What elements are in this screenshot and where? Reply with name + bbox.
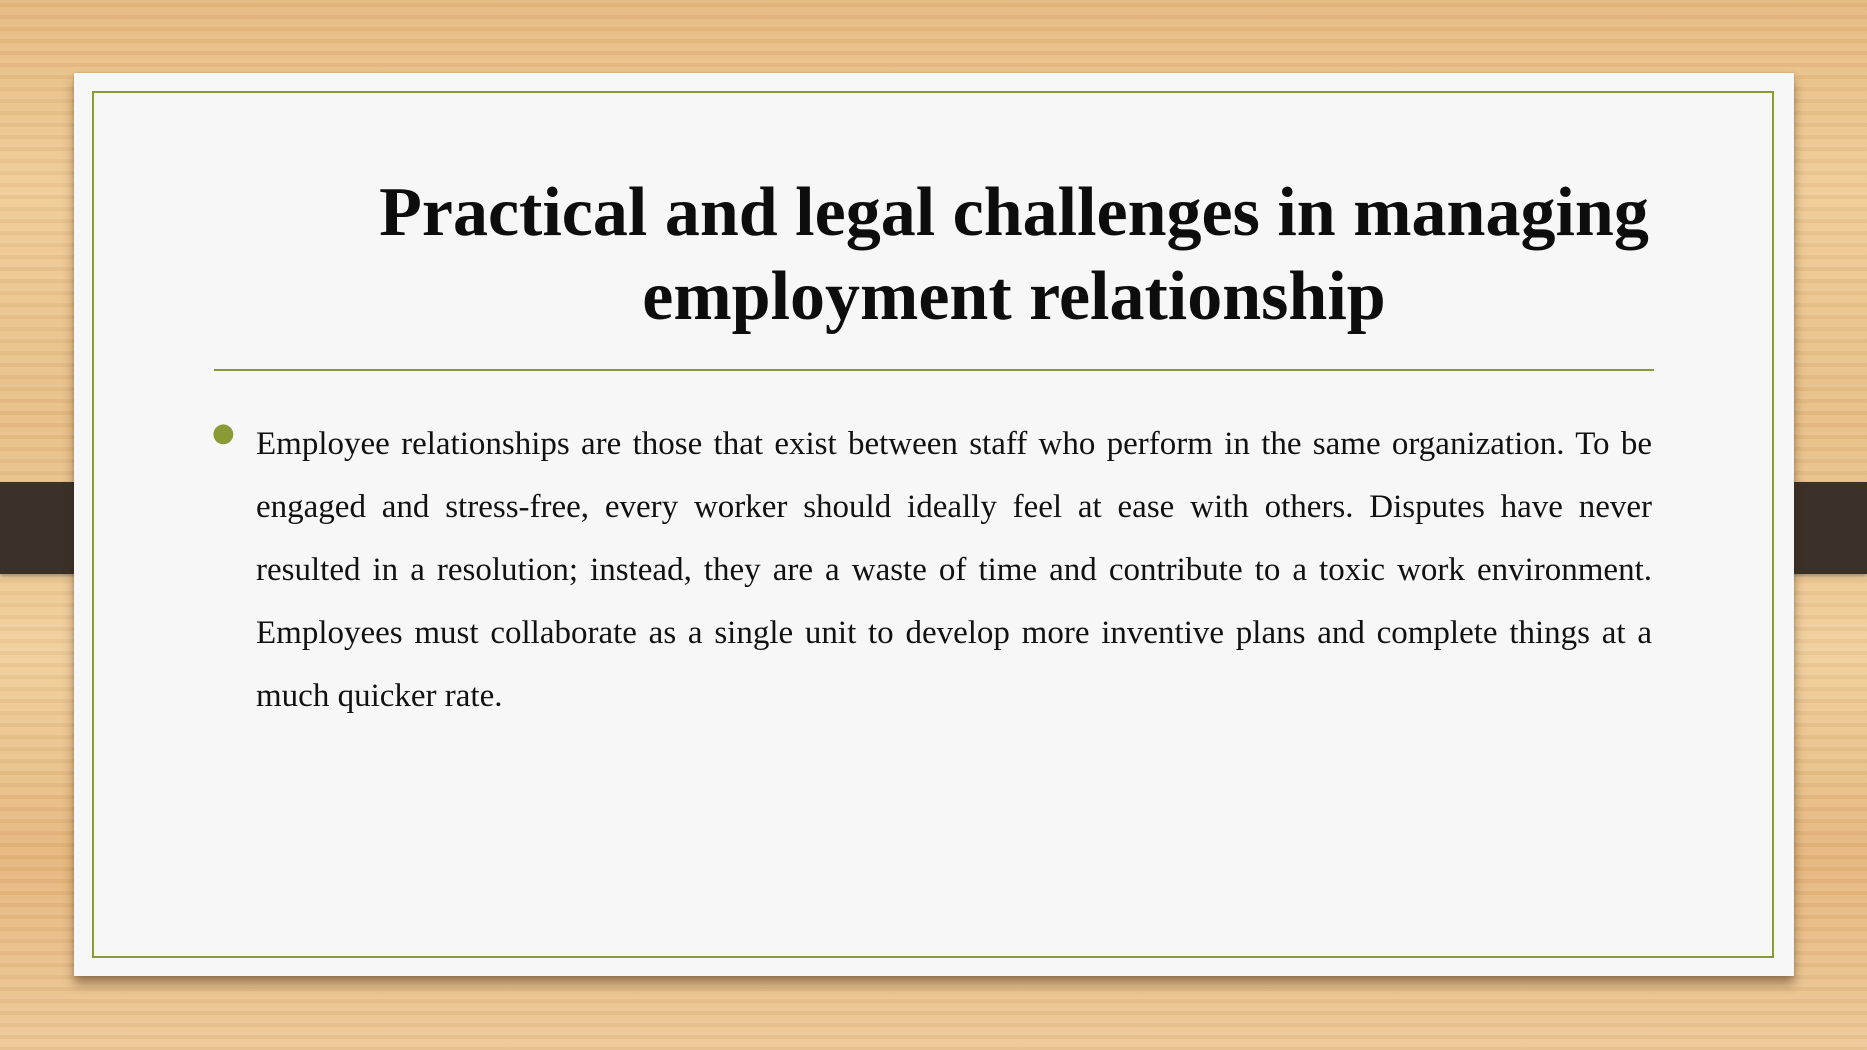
bullet-text: Employee relationships are those that exist between staff who perform in the same organization. To be engaged and stress-free, every worker should ideally feel at ease with others. Disputes have never resulted in a resolution; instead, they are a waste of time and contribute to a toxic work environment. Employees must collaborate as a single unit to develop more inventive plans and complete things at a much quicker rate. [256,426,1652,714]
bullet-dot-icon: ● [212,418,235,448]
slide-title: Practical and legal challenges in managing employment relationship [379,174,1649,335]
slide-card [74,73,1794,976]
title-divider [214,369,1654,371]
